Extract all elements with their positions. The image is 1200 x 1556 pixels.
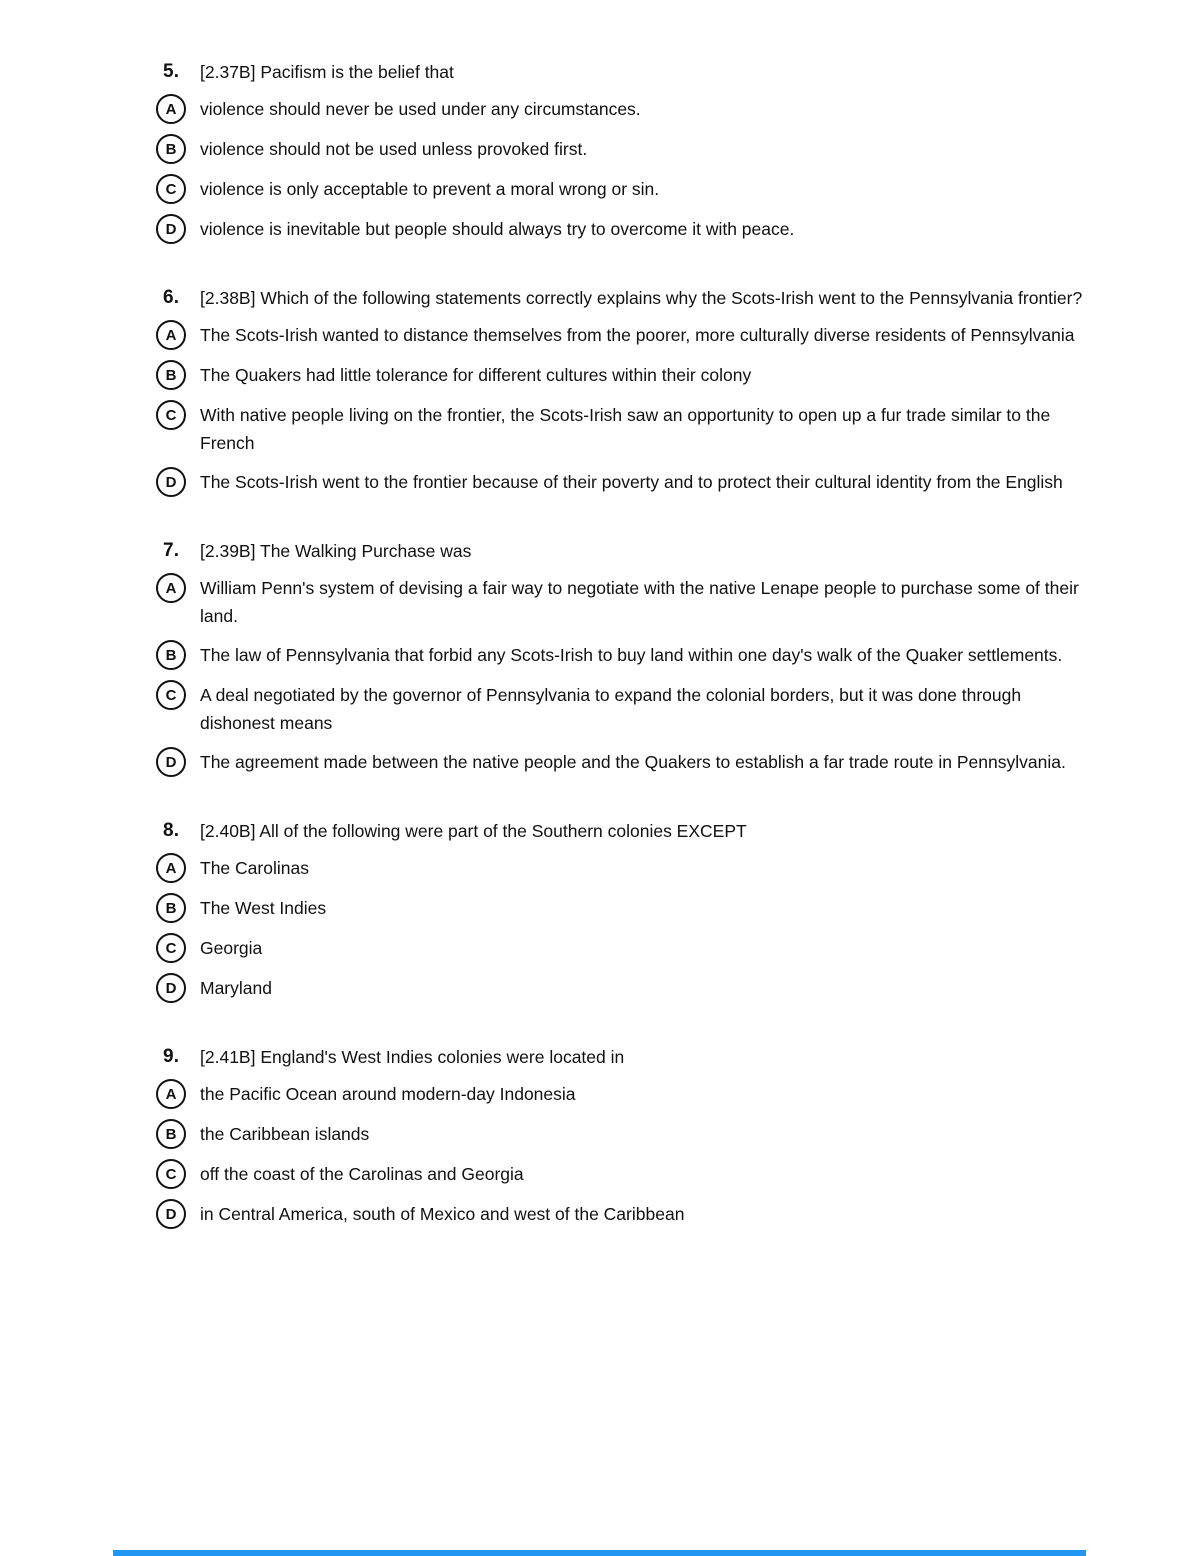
question-header — [156, 537, 1100, 565]
option-row-a — [156, 320, 1100, 350]
option-text: Georgia — [200, 938, 263, 958]
option-text: off the coast of the Carolinas and Georgia — [200, 1164, 524, 1184]
bottom-divider-bar — [113, 1550, 1086, 1556]
option-bubble-c[interactable]: C — [156, 933, 186, 963]
option-row-c — [156, 680, 1100, 737]
question-number: 7. — [163, 540, 180, 561]
option-row-b — [156, 640, 1100, 670]
option-text: The Scots-Irish wanted to distance themselves from the poorer, more culturally diverse residents of Pennsylvania — [200, 325, 1075, 345]
question-number: 5. — [163, 61, 180, 82]
question-stem: [2.37B] Pacifism is the belief that — [200, 62, 454, 82]
option-row-a — [156, 1079, 1100, 1109]
option-bubble-a[interactable]: A — [156, 94, 186, 124]
option-row-a — [156, 853, 1100, 883]
question-stem: [2.41B] England's West Indies colonies were located in — [200, 1047, 625, 1067]
option-bubble-a[interactable]: A — [156, 853, 186, 883]
option-text: The Scots-Irish went to the frontier because of their poverty and to protect their cultural identity from the English — [200, 472, 1063, 492]
option-bubble-b[interactable]: B — [156, 134, 186, 164]
option-bubble-c[interactable]: C — [156, 680, 186, 710]
option-bubble-a[interactable]: A — [156, 573, 186, 603]
option-row-a — [156, 573, 1100, 630]
question-header — [156, 58, 1100, 86]
option-bubble-d[interactable]: D — [156, 467, 186, 497]
option-row-d — [156, 1199, 1100, 1229]
question-stem: [2.40B] All of the following were part of the Southern colonies EXCEPT — [200, 821, 747, 841]
option-bubble-a[interactable]: A — [156, 1079, 186, 1109]
option-row-c — [156, 400, 1100, 457]
option-bubble-d[interactable]: D — [156, 1199, 186, 1229]
question-5 — [156, 58, 1100, 244]
option-row-d — [156, 973, 1100, 1003]
question-7 — [156, 537, 1100, 777]
option-text: Maryland — [200, 978, 272, 998]
option-row-d — [156, 214, 1100, 244]
option-bubble-b[interactable]: B — [156, 893, 186, 923]
option-text: A deal negotiated by the governor of Pennsylvania to expand the colonial borders, but it was done through dishonest means — [200, 685, 1022, 733]
option-text: The Carolinas — [200, 858, 309, 878]
option-row-c — [156, 933, 1100, 963]
question-header — [156, 284, 1100, 312]
option-row-b — [156, 134, 1100, 164]
question-stem: [2.38B] Which of the following statements correctly explains why the Scots-Irish went to the Pennsylvania frontier? — [200, 288, 1083, 308]
option-bubble-c[interactable]: C — [156, 1159, 186, 1189]
option-text: in Central America, south of Mexico and west of the Caribbean — [200, 1204, 685, 1224]
option-bubble-b[interactable]: B — [156, 640, 186, 670]
option-bubble-c[interactable]: C — [156, 400, 186, 430]
option-bubble-d[interactable]: D — [156, 747, 186, 777]
question-6 — [156, 284, 1100, 497]
option-bubble-b[interactable]: B — [156, 1119, 186, 1149]
option-text: violence is inevitable but people should always try to overcome it with peace. — [200, 219, 795, 239]
option-row-b — [156, 893, 1100, 923]
option-row-c — [156, 174, 1100, 204]
question-number: 9. — [163, 1046, 180, 1067]
option-bubble-d[interactable]: D — [156, 214, 186, 244]
option-text: William Penn's system of devising a fair way to negotiate with the native Lenape people to purchase some of their land. — [200, 578, 1079, 626]
option-text: violence should never be used under any circumstances. — [200, 99, 641, 119]
question-header — [156, 1043, 1100, 1071]
option-row-a — [156, 94, 1100, 124]
option-text: The agreement made between the native people and the Quakers to establish a far trade route in Pennsylvania. — [200, 752, 1066, 772]
option-text: the Pacific Ocean around modern-day Indonesia — [200, 1084, 576, 1104]
question-number: 6. — [163, 287, 180, 308]
option-text: The Quakers had little tolerance for different cultures within their colony — [200, 365, 752, 385]
option-text: violence should not be used unless provoked first. — [200, 139, 588, 159]
option-text: The law of Pennsylvania that forbid any Scots-Irish to buy land within one day's walk of the Quaker settlements. — [200, 645, 1063, 665]
option-row-d — [156, 467, 1100, 497]
option-bubble-c[interactable]: C — [156, 174, 186, 204]
question-number: 8. — [163, 820, 180, 841]
question-header — [156, 817, 1100, 845]
option-row-d — [156, 747, 1100, 777]
option-text: The West Indies — [200, 898, 327, 918]
option-row-b — [156, 360, 1100, 390]
option-row-c — [156, 1159, 1100, 1189]
question-9 — [156, 1043, 1100, 1229]
option-bubble-b[interactable]: B — [156, 360, 186, 390]
option-row-b — [156, 1119, 1100, 1149]
option-text: With native people living on the frontier, the Scots-Irish saw an opportunity to open up a fur trade similar to the French — [200, 405, 1051, 453]
option-text: the Caribbean islands — [200, 1124, 370, 1144]
question-8 — [156, 817, 1100, 1003]
option-bubble-a[interactable]: A — [156, 320, 186, 350]
option-text: violence is only acceptable to prevent a moral wrong or sin. — [200, 179, 660, 199]
option-bubble-d[interactable]: D — [156, 973, 186, 1003]
question-stem: [2.39B] The Walking Purchase was — [200, 541, 472, 561]
